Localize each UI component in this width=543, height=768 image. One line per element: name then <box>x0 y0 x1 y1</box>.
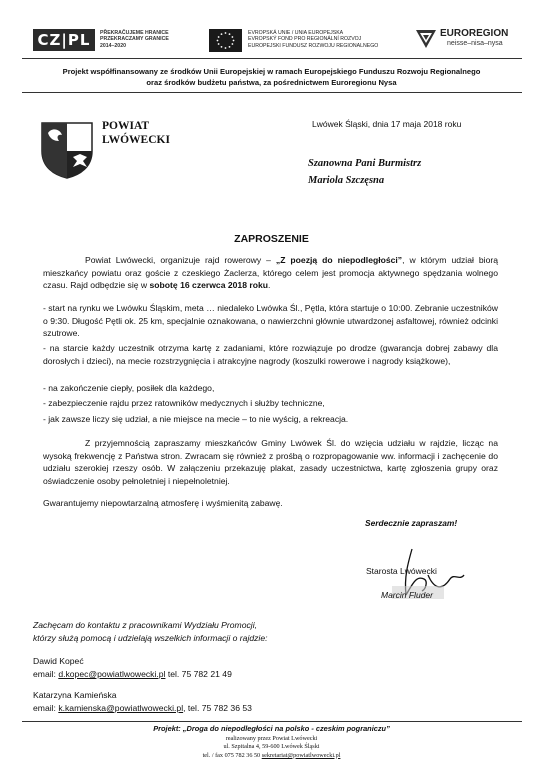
issuer-line: POWIAT <box>102 120 150 132</box>
eu-logo-text <box>248 30 378 49</box>
contact-name: Dawid Kopeć <box>33 656 84 666</box>
contact-intro-line: Zachęcam do kontaktu z pracownikami Wydziału Promocji, <box>33 620 257 630</box>
euroregion-subtitle: neisse–nisa–nysa <box>447 40 503 47</box>
event-date: sobotę 16 czerwca 2018 roku <box>149 280 268 290</box>
czpl-line: PRZEKRACZAMY GRANICE <box>100 36 169 43</box>
footer-line: realizowany przez Powiat Lwówecki <box>225 734 318 742</box>
contact-name: Katarzyna Kamieńska <box>33 690 117 700</box>
footer-email-link[interactable]: sekretariat@powiatlwowecki.pl <box>261 751 341 759</box>
euroregion-logo-icon <box>415 28 437 50</box>
eu-line: EVROPSKÝ FOND PRO REGIONÁLNÍ ROZVOJ <box>248 36 362 43</box>
header-divider <box>22 58 522 59</box>
contact-details <box>33 668 232 681</box>
footer-address: ul. Szpitalna 4, 59-600 Lwówek Śląski <box>223 743 320 751</box>
czpl-logo-text <box>100 30 169 49</box>
coat-of-arms-icon <box>40 121 94 179</box>
footer-phone: tel. / fax 075 782 36 50 <box>202 751 262 759</box>
email-label: email: <box>33 703 59 713</box>
email-link[interactable]: k.kamienska@powiatlwowecki.pl <box>58 703 184 713</box>
footer <box>0 724 543 760</box>
footer-project-label: Projekt: <box>153 724 183 733</box>
intro-text: , w którym udział biorą mieszkańcy powiatu oraz goście z czeskiego Żaclerza, którego celem jest promocja aktywnego spędzania wolnego czasu. Rajd odbędzie się w <box>43 255 498 290</box>
eu-line: EVROPSKÁ UNIE / UNIA EUROPEJSKA <box>248 30 344 36</box>
intro-text: . <box>268 280 271 290</box>
funding-divider <box>22 92 522 93</box>
contact-person <box>33 655 232 681</box>
list-item: - zabezpieczenie rajdu przez ratowników medycznych i służby techniczne, <box>43 398 325 408</box>
closing-line: Serdecznie zapraszam! <box>365 518 458 528</box>
footer-contact <box>0 752 543 761</box>
place-date: Lwówek Śląski, dnia 17 maja 2018 roku <box>312 119 462 129</box>
czpl-line: PŘEKRAČUJEME HRANICE <box>100 30 169 36</box>
contact-person <box>33 689 252 715</box>
invite-paragraph: Z przyjemnością zapraszamy mieszkańców Gminy Lwówek Śl. do wzięcia udziału w rajdzie, licząc na wysoką frekwencję z Państwa stron. Zwracam się również z prośbą o rozpropagowanie ww. informacji i zachęcenie do udziału szerokiej rzeszy osób. W załączeniu przekazuję plakat, zasady uczestnictwa, kartę zgłoszenia grupy oraz oświadczenie osoby pełnoletniej i niepełnoletniej. <box>43 438 498 486</box>
issuer-name <box>102 119 170 147</box>
guarantee-paragraph: Gwarantujemy niepowtarzalną atmosferę i wyśmienitą zabawę. <box>43 498 283 508</box>
contact-intro-line: którzy służą pomocą i udzielają wszelkich informacji o rajdzie: <box>33 632 268 643</box>
contact-intro <box>33 619 268 644</box>
email-link[interactable]: d.kopec@powiatlwowecki.pl <box>58 669 166 679</box>
email-label: email: <box>33 669 59 679</box>
list-item: - na starcie każdy uczestnik otrzyma kartę z zadaniami, które rozwiązuje po drodze (gwarancja dobrej zabawy dla dorosłych i dzieci), na mecie rozstrzygnięcia i atrakcyjne nagrody (koszulki rowerowe i nagrody książkowe), <box>43 343 498 366</box>
phone-number: , tel. 75 782 36 53 <box>183 703 252 713</box>
funding-line: Projekt współfinansowany ze środków Unii Europejskiej w ramach Europejskiego Funduszu Rozwoju Regionalnego <box>62 67 481 76</box>
list-item: - start na rynku we Lwówku Śląskim, meta … niedaleko Lwówka Śl., Pętla, która startuje o 10:00. Zebranie uczestników o 9:30. Długość Pętli ok. 25 km, specjalnie oznakowana, o nawierzchni głównie utwardzonej asfaltowej, również odcinki szutrowe. <box>43 303 498 338</box>
intro-paragraph <box>43 254 498 292</box>
issuer-line: LWÓWECKI <box>102 134 170 146</box>
recipient <box>308 155 421 189</box>
footer-divider <box>22 721 522 722</box>
czpl-logo: CZ|PL <box>33 29 95 51</box>
eu-line: EUROPEJSKI FUNDUSZ ROZWOJU REGIONALNEGO <box>248 42 379 49</box>
list-item: - na zakończenie ciepły, posiłek dla każdego, <box>43 383 215 393</box>
footer-project-title: „Droga do niepodległości na polsko - czeskim pograniczu” <box>182 724 390 733</box>
euroregion-title: EUROREGION <box>440 28 509 39</box>
recipient-line: Mariola Szczęsna <box>308 175 385 186</box>
czpl-line: 2014–2020 <box>100 42 126 49</box>
contact-details <box>33 702 252 715</box>
recipient-line: Szanowna Pani Burmistrz <box>308 158 422 169</box>
letter-title: ZAPROSZENIE <box>234 233 309 245</box>
funding-note <box>0 66 543 88</box>
eu-flag-icon <box>209 29 242 52</box>
signatory-name: Marcin Fluder <box>381 590 433 600</box>
funding-line: oraz środków budżetu państwa, za pośrednictwem Euroregionu Nysa <box>146 78 397 87</box>
intro-text: Powiat Lwówecki, organizuje rajd rowerowy – <box>85 255 276 265</box>
phone-number: tel. 75 782 21 49 <box>165 669 232 679</box>
signatory-title: Starosta Lwówecki <box>366 566 437 576</box>
list-item: - jak zawsze liczy się udział, a nie miejsce na mecie – to nie wyścig, a rekreacja. <box>43 414 349 424</box>
footer-project <box>0 724 543 735</box>
event-name: „Z poezją do niepodległości” <box>275 255 403 265</box>
